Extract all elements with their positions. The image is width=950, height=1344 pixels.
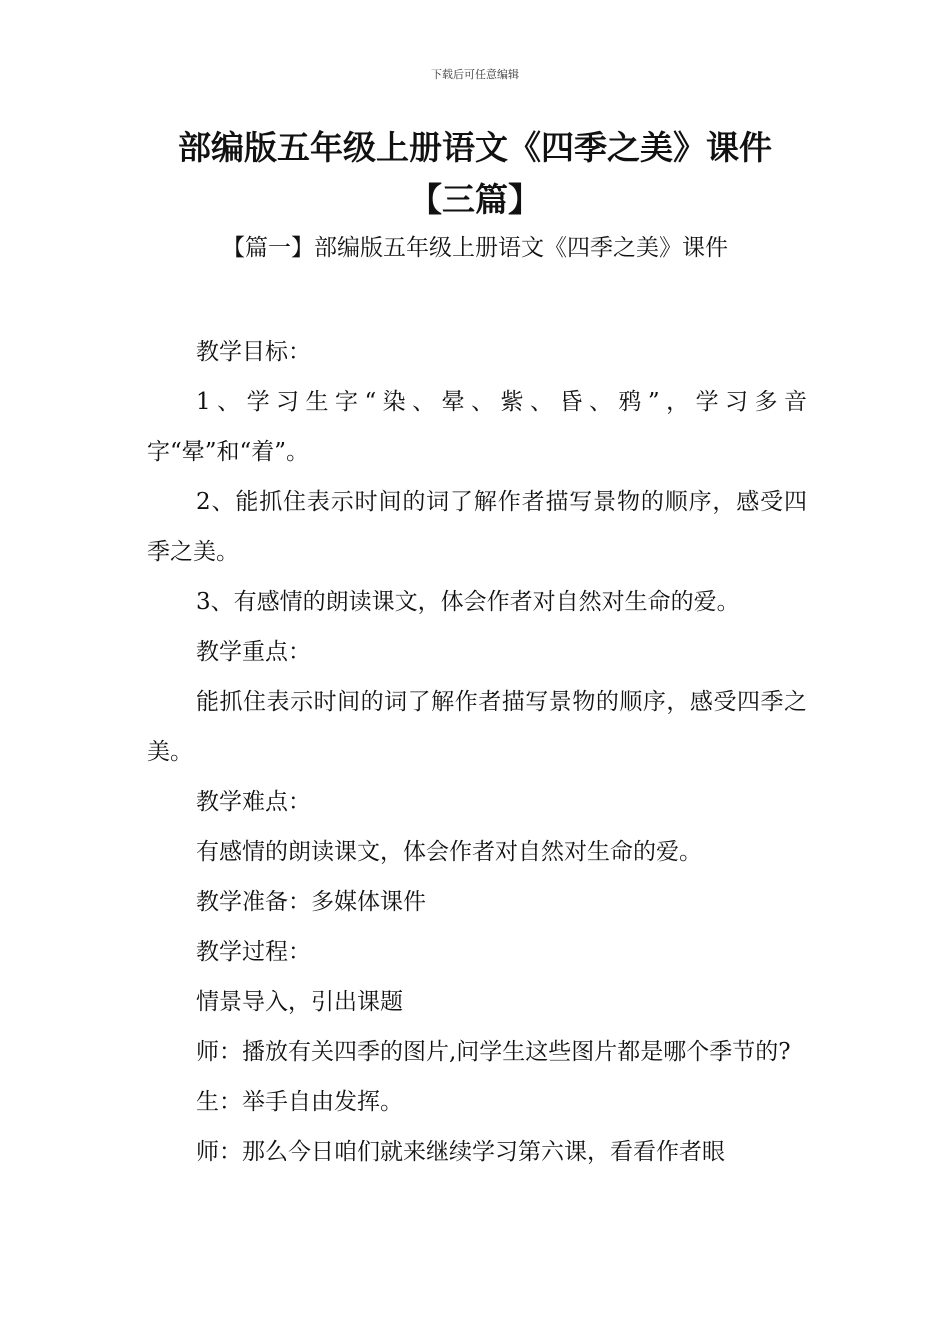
paragraph-difficulties: 有感情的朗读课文，体会作者对自然对生命的爱。 bbox=[196, 839, 702, 865]
paragraph-teaching-goals-heading: 教学目标： bbox=[196, 339, 311, 365]
paragraph-goal-3: 3、有感情的朗读课文，体会作者对自然对生命的爱。 bbox=[196, 589, 740, 615]
document-title-line-2: 【三篇】 bbox=[409, 180, 541, 219]
document-body bbox=[147, 327, 807, 1177]
paragraph-key-points-heading: 教学重点： bbox=[196, 639, 311, 665]
paragraph-intro: 情景导入，引出课题 bbox=[196, 989, 403, 1015]
paragraph-process-heading: 教学过程： bbox=[196, 939, 311, 965]
document-title-line-1: 部编版五年级上册语文《四季之美》课件 bbox=[178, 128, 772, 167]
section-title: 【篇一】部编版五年级上册语文《四季之美》课件 bbox=[222, 235, 728, 261]
paragraph-goal-2: 2、能抓住表示时间的词了解作者描写景物的顺序，感受四季之美。 bbox=[147, 489, 807, 565]
paragraph-preparation: 教学准备：多媒体课件 bbox=[196, 889, 426, 915]
header-note: 下载后可任意编辑 bbox=[431, 68, 519, 81]
paragraph-teacher-2: 师：那么今日咱们就来继续学习第六课，看看作者眼 bbox=[196, 1139, 725, 1165]
paragraph-difficulties-heading: 教学难点： bbox=[196, 789, 311, 815]
paragraph-student-1: 生：举手自由发挥。 bbox=[196, 1089, 403, 1115]
paragraph-teacher-1: 师：播放有关四季的图片,问学生这些图片都是哪个季节的? bbox=[196, 1039, 791, 1065]
paragraph-key-points: 能抓住表示时间的词了解作者描写景物的顺序，感受四季之美。 bbox=[147, 689, 807, 765]
paragraph-goal-1: 1、学习生字“染、晕、紫、昏、鸦”，学习多音字“晕”和“着”。 bbox=[147, 389, 807, 465]
document-title bbox=[100, 122, 850, 226]
